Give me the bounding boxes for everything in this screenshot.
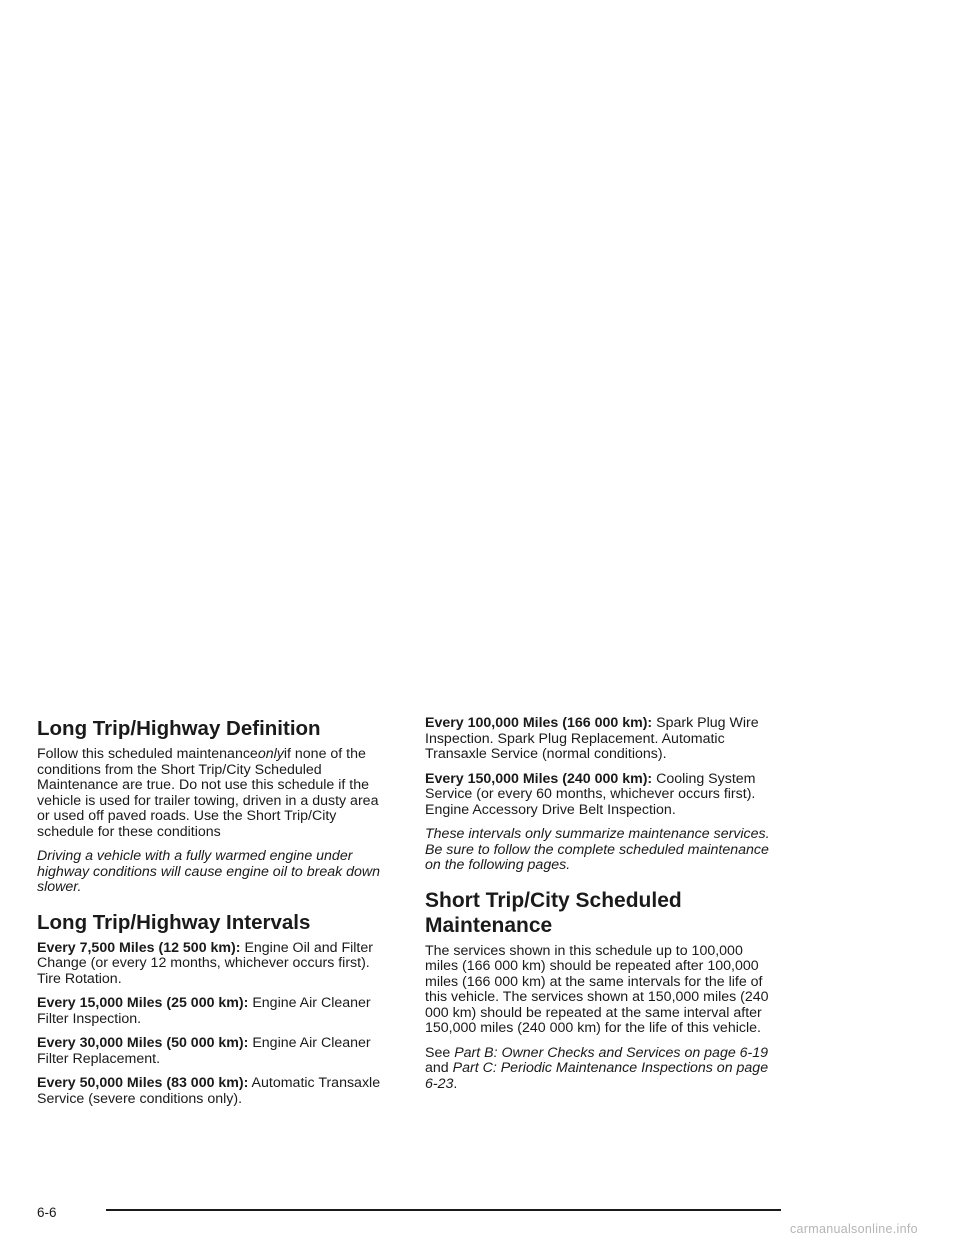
definition-paragraph — [37, 747, 392, 840]
definition-text-end: if none of the conditions from the Short Trip/City Scheduled Maintenance are true. Do not use this schedule if the vehicle is used for trailer towing, driven in a dusty area or used off paved roads. Use the Short Trip/City schedule for these conditions — [37, 746, 379, 840]
interval-item — [37, 941, 392, 988]
interval-label: Every 100,000 Miles (166 000 km): — [425, 715, 653, 731]
left-column — [37, 716, 392, 1116]
summary-note: These intervals only summarize maintenance services. Be sure to follow the complete scheduled maintenance on the following pages. — [425, 826, 770, 873]
interval-label: Every 30,000 Miles (50 000 km): — [37, 1035, 249, 1051]
and-word: and — [425, 1060, 449, 1076]
interval-label: Every 7,500 Miles (12 500 km): — [37, 939, 241, 956]
interval-label: Every 15,000 Miles (25 000 km): — [37, 995, 249, 1011]
footer-rule — [106, 1209, 781, 1211]
interval-label: Every 50,000 Miles (83 000 km): — [37, 1075, 249, 1091]
short-trip-paragraph: The services shown in this schedule up to 100,000 miles (166 000 km) should be repeated after 100,000 miles (166 000 km) at the same intervals for the life of this vehicle. The services shown at 150,000 miles (240 000 km) should be repeated at the same interval after 150,000 miles (240 000 km) for the life of this vehicle. — [425, 942, 769, 1036]
interval-text: Engine Air Cleaner Filter Inspection. — [37, 995, 371, 1027]
reference-link-part-b[interactable]: Part B: Owner Checks and Services on page 6-19 — [454, 1044, 769, 1061]
section-title-short-trip — [425, 888, 770, 938]
short-trip-title-line1: Short Trip/City Scheduled — [425, 888, 682, 912]
watermark: carmanualsonline.info — [790, 1222, 918, 1236]
reference-period: . — [453, 1075, 458, 1092]
section-title-intervals: Long Trip/Highway Intervals — [37, 910, 311, 934]
interval-item — [37, 996, 392, 1027]
interval-item — [37, 1036, 392, 1067]
definition-emphasis: only — [257, 746, 284, 762]
interval-item — [37, 1076, 392, 1107]
section-title-definition: Long Trip/Highway Definition — [37, 717, 321, 740]
interval-text: Automatic Transaxle Service (severe conditions only). — [37, 1075, 381, 1107]
interval-item — [425, 772, 770, 819]
interval-text: Engine Air Cleaner Filter Replacement. — [37, 1035, 371, 1067]
reference-link-part-c[interactable]: Part C: Periodic Maintenance Inspections on page 6-23 — [425, 1060, 769, 1092]
see-references — [425, 1046, 770, 1093]
definition-text-start: Follow this scheduled maintenance — [37, 746, 258, 762]
see-word: See — [425, 1044, 451, 1061]
page-number: 6-6 — [37, 1205, 57, 1220]
interval-item — [425, 716, 770, 763]
right-column — [425, 716, 770, 1101]
interval-text: Cooling System Service (or every 60 months, whichever occurs first). Engine Accessory Drive Belt Inspection. — [425, 770, 756, 818]
interval-label: Every 150,000 Miles (240 000 km): — [425, 770, 653, 787]
interval-text: Spark Plug Wire Inspection. Spark Plug Replacement. Automatic Transaxle Service (normal conditions). — [425, 715, 759, 762]
short-trip-title-line2: Maintenance — [425, 913, 553, 937]
interval-text: Engine Oil and Filter Change (or every 12 months, whichever occurs first). Tire Rotation. — [37, 939, 373, 987]
definition-note: Driving a vehicle with a fully warmed engine under highway conditions will cause engine oil to break down slower. — [37, 848, 381, 895]
